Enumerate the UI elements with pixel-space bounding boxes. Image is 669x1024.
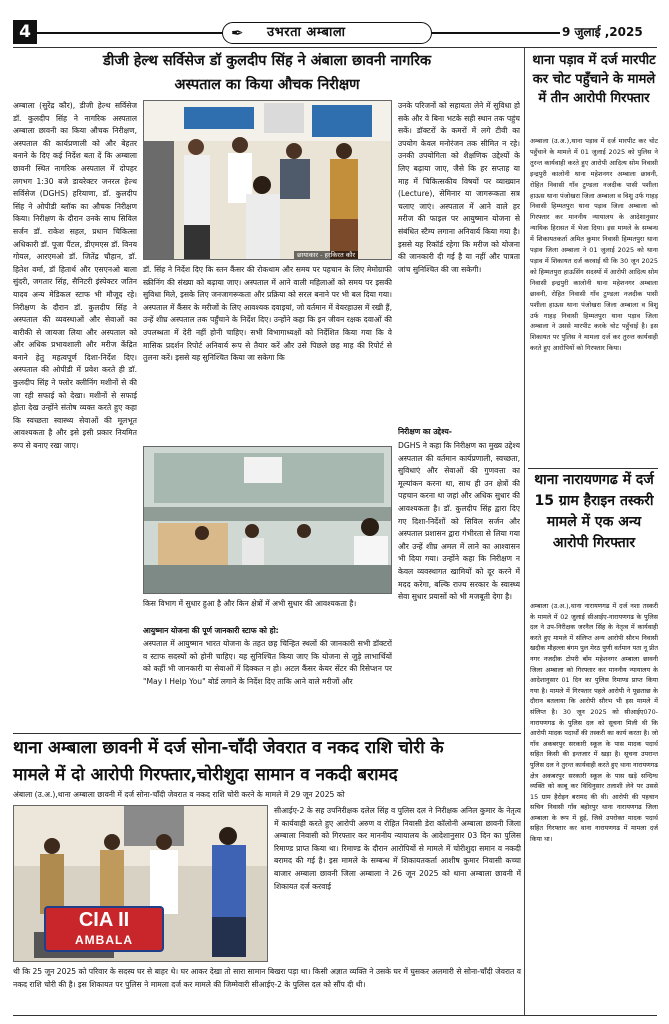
cia-banner-line2: AMBALA bbox=[75, 933, 133, 947]
main-headline-line2: अस्पताल का किया औचक निरीक्षण bbox=[174, 77, 360, 93]
bottom-divider bbox=[13, 1015, 657, 1016]
main-story-column-1: अम्बाला (सुरेंद्र कौर), डीजी हेल्थ सर्विसेज डॉ. कुलदीप सिंह ने नागरिक अस्पताल अम्बाला छावनी का किया औचक निरीक्षण, अस्पताल की कार्यप्रणाली को और बेहतर बनाने के दिए कई निर्देश बता दें कि अम्बाला छावनी स्थित नागरिक अस्पताल में दोपहर लगभग 1:30 बजे डायरेक्टर जनरल हेल्थ सर्विसेज (DGHS) हरियाणा, डॉ. कुलदीप सिंह ने ओपीडी ब्लॉक का औचक निरीक्षण किया। निरीक्षण के दौरान उनके साथ सिविल सर्जन डॉ. राकेश सहल, प्रधान चिकित्सा अधिकारी डॉ. पूजा पैंटल, डीएमएस डॉ. विनय गोयल, आरएमओ डॉ. जितेंद्र चौहान, डॉ. हितेश वर्मा, डॉ हितार्थ और एसएनओ बाला सुंदरी, जगतार सिंह, सैनिटरी इंस्पेक्टर जतिन यादव अन्य मेडिकल स्टाफ भी मौजूद रहे। निरीक्षण के दौरान डॉ. कुलदीप सिंह ने अस्पताल की व्यवस्थाओं और सेवाओं का बारीकी से जायजा लिया और अस्पताल को और अधिक प्रभावशाली और मरीज केंद्रित बनाने हेतु महत्वपूर्ण दिशा-निर्देश दिए। अस्पताल की ओपीडी में प्रवेश करते ही डॉ. कुलदीप सिंह ने फ्लोर क्लीनिंग मशीनों से की जा रही सफाई को देखा। मशीनों से सफाई होता देख उन्होंने संतोष व्यक्त करते हुए कहा कि स्वच्छता स्वास्थ्य सेवाओं की मूलभूत आवश्यकता है और इसे इसी प्रकार नियमित रूप से बनाए रखा जाए। bbox=[13, 101, 137, 451]
main-headline bbox=[13, 49, 521, 97]
subhead-ayushman: आयुष्मान योजना की पूर्ण जानकारी स्टाफ को हो: bbox=[143, 626, 279, 635]
paper-name: उभरता अम्बाला bbox=[267, 25, 346, 40]
main-story-column-2b: किस विभाग में सुधार हुआ है और किन क्षेत्रों में अभी सुधार की आवश्यकता है। bbox=[143, 599, 357, 608]
top-divider bbox=[13, 47, 657, 48]
quill-logo-icon: ✒ bbox=[231, 24, 244, 42]
page-number: 4 bbox=[13, 20, 37, 44]
photo1-caption: छायाकार - हरकिरत कौर bbox=[294, 251, 358, 260]
bottom-headline-line1: थाना अम्बाला छावनी में दर्ज सोना-चाँदी जेवरात व नकद राशि चोरी के bbox=[13, 738, 444, 758]
masthead-title-box bbox=[222, 22, 432, 44]
side-story2-headline: थाना नारायणगढ में दर्ज 15 ग्राम हैराइन तस्करी मामले में एक अन्य आरोपी गिरफ्तार bbox=[534, 472, 654, 551]
main-story-column-2c: अस्पताल में आयुष्मान भारत योजना के तहत छह चिन्हित स्थलों की जानकारी सभी डॉक्टरों व स्टाफ सदस्यों को होनी चाहिए। यह सुनिश्चित किया जाए कि योजना से जुड़े लाभार्थियों को कहीं भी जानकारी या सेवाओं में दिक्कत न हो। अटल कैंसर केयर सेंटर की रिसेप्शन पर "May I Help You" बोर्ड लगाने के निर्देश दिए ताकि आने वाले मरीजों और bbox=[143, 639, 392, 686]
side-story1-headline: थाना पड़ाव में दर्ज मारपीट कर चोट पहुँचाने के मामले में तीन आरोपी गिरफ्तार bbox=[532, 53, 656, 106]
bottom-story-right-text: सीआईए-2 के सह उपनिरीक्षक दलेल सिंह व पुलिस दल ने निरीक्षक अनिल कुमार के नेतृत्व में कार्यवाही करते हुए आरोपी अरुण व रोहित निवासी डेरा कॉलोनी अम्बाला छावनी जिला अम्बाला निवासी को गिरफ्तार कर माननीय न्यायालय के आदेशानुसार 03 दिन का पुलिस रिमाण्ड प्राप्त किया था। रिमाण्ड के दौरान आरोपियों से मामले में चोरीशुदा समान व नकदी बरामद की गई है। इस मामले के सम्बन्ध में शिकायतकर्ता आशीष कुमार निवासी कच्चा बाजार अम्बाला छावनी जिला अम्बाला ने 26 जून 2025 को थाना अम्बाला छावनी में शिकायत दर्ज करवाई bbox=[274, 806, 521, 891]
main-story-column-2: डॉ. सिंह ने निर्देश दिए कि स्तन कैंसर की रोकथाम और समय पर पहचान के लिए मेमोग्राफी स्क्रीनिंग की संख्या को बढ़ाया जाए। अस्पताल में आने वाली महिलाओं को समय पर इसकी सुविधा मिले, इसके लिए जनजागरूकता और प्रक्रिया को सरल बनाने पर भी बल दिया गया। अस्पताल में कैंसर के मरीजों के लिए आवश्यक दवाइयां, जो वर्तमान में वेयरहाउस में रखी हैं, उन्हें शीघ्र अस्पताल तक पहुँचाने के निर्देश दिए। उन्होंने कहा कि इन जीवन रक्षक दवाओं की उपलब्धता में देरी नहीं होनी चाहिए। सभी विभागाध्यक्षों को निर्देशित किया गया कि वे मासिक प्रदर्शन रिपोर्ट अनिवार्य रूप से तैयार करें और उसे पिछले छह माह की रिपोर्ट से तुलना करें। इससे यह सुनिश्चित किया जा सकेगा कि bbox=[143, 265, 392, 363]
cia-banner-line1: CIA II bbox=[78, 909, 130, 931]
side-story2-body: अम्बाला (उ.अ.),थाना नारायणगढ में दर्ज नशा तस्करी के मामले में 02 जुलाई सीआईए-नारायणगढ के पुलिस दल ने उप-निरीक्षक जरनैल सिंह के नेतृत्व में कार्यवाही करते हुए मामले में संलिप्त अन्य आरोपी सौरभ निवासी खदौक मौहल्ला बंगम पुल मेरठ पुणी वर्तमान पता नू प्रीत नगर नजदीक टोपरी बाँम महेशनगर अम्बाला छावनी जिला अम्बाला को गिरफ्तार कर माननीय न्यायालय के आदेशानुसार 01 दिन का पुलिस रिमाण्ड प्राप्त किया गया है। मामले में गिरफ्तार पहले आरोपी ने पूछताछ के दौरान बतलाया कि आरोपी सौरभ भी इस मामले में संलिप्त है। 30 जून 2025 को सीआईए070-नारायणगढ के पुलिस दल को सूचना मिली थी कि आरोपी मादक पदार्थों की तस्करी का कार्य करता है। जो गाँव अकबरपुर सरकारी स्कूल के पास मादक पदार्थ सहित किसी की इन्तजार में खड़ा है। सूचना उपरान्त पुलिस दल ने तुरन्त कार्यवाही करते हुए थाना नारायणगढ क्षेत्र अकबरपुर सरकारी स्कूल के पास खड़े सन्दिग्ध व्यक्ति को काबू कर विधिनुसार तलाशी लेने पर उससे 15 ग्राम हैरोइन बरामद की थी। आरोपी की पहचान सचिन निवासी गाँव बहोरपुर थाना नारायणगढ जिला अम्बाला के रूप में हुई, जिसे उपरोक्त मादक पदार्थ सहित गिरफ्तार कर थाना नारायणगढ में मामला दर्ज किया था। bbox=[530, 602, 658, 844]
bottom-story-lead: अंबाला (उ.अ.),थाना अम्बाला छावनी में दर्ज सोना-चाँदी जेवरात व नकद राशि चोरी करने के मामले में 29 जून 2025 को bbox=[13, 790, 345, 799]
main-story-column-3b: DGHS ने कहा कि निरीक्षण का मुख्य उद्देश्य अस्पताल की वर्तमान कार्यप्रणाली, स्वच्छता, सुविधाएं और सेवाओं की गुणवत्ता का मूल्यांकन करना था, साथ ही उन क्षेत्रों की पहचान करना था जहां और अधिक सुधार की आवश्यकता है। डॉ. कुलदीप सिंह द्वारा दिए गए दिशा-निर्देशों को सिविल सर्जन और अस्पताल प्रशासन द्वारा गंभीरता से लिया गया और उन्हें शीघ्र अमल में लाने का आश्वासन भी दिया गया। उन्होंने कहा कि निरीक्षण न केवल व्यवस्थागत खामियों को दूर करने में मदद करेगा, बल्कि राज्य सरकार के स्वास्थ्य सेवा सुधार प्रयासों को भी मजबूती देगा है। bbox=[398, 441, 520, 602]
column-divider bbox=[524, 48, 525, 1016]
side-divider bbox=[528, 468, 658, 469]
cia-banner bbox=[44, 906, 164, 952]
inspection-photo-1 bbox=[143, 100, 392, 260]
main-story-column-3a: उनके परिजनों को सहायता लेने में सुविधा हो सके और वे बिना भटके सही स्थान तक पहुंच सकें। डॉक्टरों के कमरों में लगे टीवी का उपयोग केवल मनोरंजन तक सीमित न रहे। उनकी उपयोगिता को शैक्षणिक उद्देश्यों के लिए बढ़ाया जाए, जैसे कि हर सप्ताह या माह में चिकित्सकीय विषयों पर व्याख्यान (Lecture), सेमिनार या जागरूकता सत्र चलाए जाएं। अस्पताल में आने वाले हर मरीज की फाइल पर आयुष्मान योजना से संबंधित स्टैम्प लगाना अनिवार्य किया गया है। इससे यह रिकॉर्ड रहेगा कि मरीज को योजना की जानकारी दी गई है या नहीं और पात्रता जांच सुनिश्चित की जा सकेगी। bbox=[398, 101, 520, 274]
inspection-photo-2-image bbox=[144, 447, 392, 594]
masthead-rule-left bbox=[37, 32, 222, 34]
masthead-rule-right bbox=[432, 32, 560, 34]
bottom-headline-line2: मामले में दो आरोपी गिरफ्तार,चोरीशुदा सामान व नकदी बरामद bbox=[13, 765, 398, 785]
inspection-photo-1-image bbox=[144, 101, 392, 260]
mid-divider bbox=[13, 733, 521, 734]
bottom-story-tail: थी कि 25 जून 2025 को परिवार के सदस्य घर से बाहर थे। घर आकर देखा तो सारा सामान बिखरा पड़ा था। किसी अज्ञात व्यक्ति ने उसके घर में घुसकर अलमारी से सोना-चाँदी जेवरात व नकद राशि चोरी की है। इस शिकायत पर पुलिस ने मामला दर्ज कर मामले की जिम्मेवारी सीआईए-2 के पुलिस दल को सौंप दी थी। bbox=[13, 967, 521, 989]
side-story1-body: अम्बाला (उ.अ.),थाना पड़ाव में दर्ज मारपीट कर चोट पहुँचाने के मामले में 01 जुलाई 2025 को पुलिस ने तुरन्त कार्यवाही करते हुए आरोपी आदित्य सोम निवासी इन्द्रपुरी कालोनी थाना महेशनगर अम्बाला छावनी, रोहित निवासी गाँव टुण्डला नजदीक पासी पशीला हाऊस थाना पंजोखरा जिला अम्बाला व विशु उर्फ गाहड़ निवासी हिम्मतपुरा थाना पड़ाव जिला अम्बाला को गिरफ्तार कर माननीय न्यायालय के आदेशानुसार न्यायिक हिरासत में भेजा दिया। इस मामले के सम्बन्ध में शिकायतकर्ता अमित कुमार निवासी हिम्मतपुरा थाना पड़ाव जिला अम्बाला ने 01 जुलाई 2025 को थाना पड़ाव में शिकायत दर्ज करवाई थी कि 30 जून 2025 को हिम्मतपुरा हाऊसिंग सदस्यों में आरोपी आदित्य सोम निवासी इन्द्रपुरी कालोनी थाना महेशनगर अम्बाला छावनी, रोहित निवासी गाँव टुण्डला नजदीक पासी पशीला हाऊस थाना पंजोखरा जिला अम्बाला व विशु उर्फ गाहड़ निवासी हिम्मतपुरा थाना पड़ाव जिला अम्बाला ने उससे मारपीट करके चोट पहुँचाई है। इस शिकायत पर पुलिस ने मामला दर्ज कर तुरन्त कार्यवाही करते हुए आरोपियों को गिरफ्तार किया। bbox=[530, 137, 658, 353]
subhead-objective: निरीक्षण का उद्देश्य- bbox=[398, 427, 452, 436]
main-headline-line1: डीजी हेल्थ सर्विसेज डॉ कुलदीप सिंह ने अंबाला छावनी नागरिक bbox=[102, 53, 432, 69]
cia-arrest-photo bbox=[13, 805, 268, 962]
bottom-headline bbox=[13, 735, 521, 789]
inspection-photo-2 bbox=[143, 446, 392, 594]
issue-date: 9 जुलाई ,2025 bbox=[562, 25, 643, 39]
